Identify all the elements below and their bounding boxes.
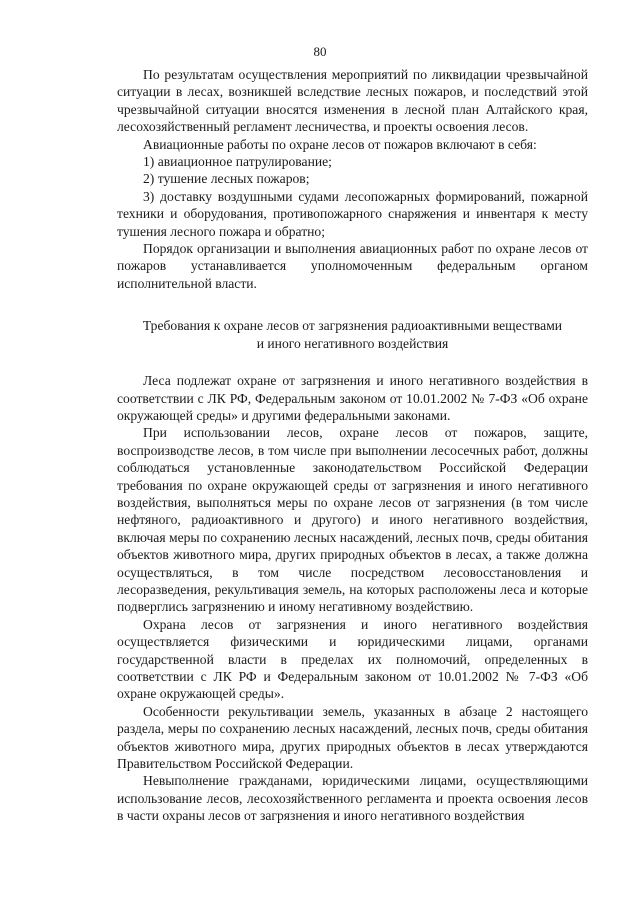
page-number: 80 [313,44,327,59]
list-item: 2) тушение лесных пожаров; [143,171,310,187]
document-body [117,66,588,825]
section-heading [117,317,588,352]
paragraph: При использовании лесов, охране лесов от пожаров, защите, воспроизводстве лесов, в том числе при выполнении лесосечных работ, должны соблюдаться установленные законодательством Российской Федерации требования по охране окружающей среды от загрязнения и иного негативного воздействия, выполняться меры по охране лесов от загрязнения (в том числе нефтяного, радиоактивного и другого) и иного негативного воздействия, включая меры по сохранению лесных насаждений, лесных почв, среды обитания объектов животного мира, других природных объектов в лесах, а также должна осуществляться, в том числе посредством лесовосстановления и лесоразведения, рекультивация земель, на которых расположены леса и которые подверглись загрязнению и иному негативному воздействию. [117,425,588,615]
paragraph: Невыполнение гражданами, юридическими лицами, осуществляющими использование лесов, лесохозяйственного регламента и проекта освоения лесов в части охраны лесов от загрязнения и иного негативного воздействия [117,773,588,824]
section-heading-line: и иного негативного воздействия [256,335,449,351]
paragraph: Охрана лесов от загрязнения и иного негативного воздействия осуществляется физическими и юридическими лицами, органами государственной власти в пределах их полномочий, определенных в соответствии с ЛК РФ и Федеральным законом от 10.01.2002 № 7-ФЗ «Об охране окружающей среды». [117,616,588,702]
paragraph: Авиационные работы по охране лесов от пожаров включают в себя: [143,136,537,152]
list-item: 3) доставку воздушными судами лесопожарных формирований, пожарной техники и оборудования, противопожарного снаряжения и инвентаря к месту тушения лесного пожара и обратно; [117,188,588,239]
section-heading-line: Требования к охране лесов от загрязнения радиоактивными веществами [142,318,563,334]
paragraph: Особенности рекультивации земель, указанных в абзаце 2 настоящего раздела, меры по сохранению лесных насаждений, лесных почв, среды обитания объектов животного мира, других природных объектов в лесах утверждаются Правительством Российской Федерации. [117,703,588,772]
paragraph: По результатам осуществления мероприятий по ликвидации чрезвычайной ситуации в лесах, возникшей вследствие лесных пожаров, и последствий этой чрезвычайной ситуации вносятся изменения в лесной план Алтайского края, лесохозяйственный регламент лесничества, и проекты освоения лесов. [117,67,588,135]
paragraph: Порядок организации и выполнения авиационных работ по охране лесов от пожаров устанавливается уполномоченным федеральным органом исполнительной власти. [117,241,588,291]
paragraph: Леса подлежат охране от загрязнения и иного негативного воздействия в соответствии с ЛК РФ, Федеральным законом от 10.01.2002 № 7-ФЗ «Об охране окружающей среды» и другими федеральными законами. [117,373,588,423]
list-item: 1) авиационное патрулирование; [143,154,332,170]
